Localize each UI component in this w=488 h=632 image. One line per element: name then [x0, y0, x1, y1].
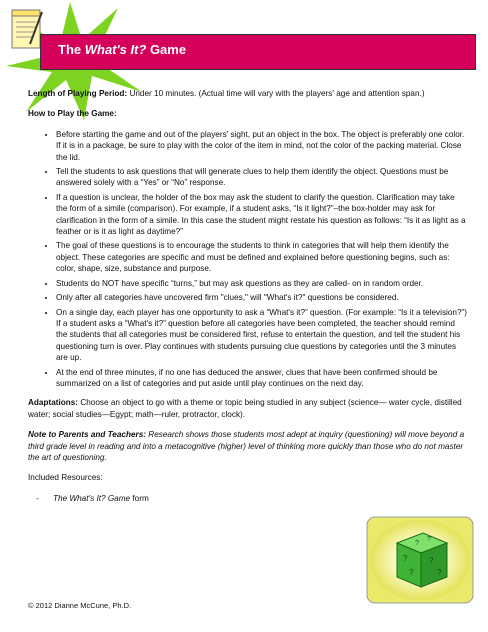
list-item: • Students do NOT have specific “turns,” but may ask questions as they are called- on in random order.: [56, 278, 468, 289]
question-cube-graphic: [365, 515, 475, 605]
length-paragraph: Length of Playing Period: Under 10 minutes. (Actual time will vary with the players' age and attention span.): [28, 89, 425, 98]
svg-text:?: ?: [429, 556, 434, 565]
svg-text:?: ?: [437, 568, 442, 577]
adaptations-paragraph: Adaptations: Choose an object to go with a theme or topic being studied in any subject (science— water cycle, distilled water; social studies—Egypt; math—ruler, protractor, clock).: [28, 398, 462, 419]
list-item: • Before starting the game and out of the players' sight, put an object in the box. The object is preferably one color. If it is in a package, be sure to play with the color of the item in mind, not the color of the packing material. Close the lid.: [56, 129, 468, 163]
list-item: - The What's It? Game form: [36, 493, 468, 504]
svg-text:?: ?: [409, 568, 414, 577]
svg-text:?: ?: [415, 540, 419, 547]
list-item: • At the end of three minutes, if no one has deduced the answer, clues that have been confirmed should be summarized on a list of categories and put aside until play continues on the next day.: [56, 367, 468, 390]
resources-heading: Included Resources:: [28, 473, 103, 483]
page-title: The What's It? Game: [58, 42, 187, 57]
note-paragraph: Note to Parents and Teachers: Research shows those students most adept at inquiry (questioning) will move beyond a third grade level in reading and into a metacognitive (higher) level of thinking more quickly than those who do not master the art of questioning.: [28, 430, 465, 462]
list-item: • Tell the students to ask questions that will generate clues to help them identify the object. Questions must be answered solely with a “Yes” or “No” response.: [56, 166, 468, 189]
how-to-play-heading: How to Play the Game:: [28, 109, 117, 119]
document-body: [28, 88, 468, 504]
list-item: • If a question is unclear, the holder of the box may ask the student to clarify the question. Clarification may take the form of a simile (comparison). For example, if a student asks, “Is it light?”–the box-holder may ask for clarification in the form of a simile. In this case the student might restate his question as follows: “Is it as light as a feather or is it as light as daytime?”: [56, 192, 468, 238]
resources-list: [36, 493, 468, 504]
rules-list: [28, 129, 468, 390]
list-item: • The goal of these questions is to encourage the students to think in categories that will help them identify the object. These categories are specific and must be defined and explained before questioning begins, such as: color, shape, size, substance and purpose.: [56, 240, 468, 274]
list-item: • Only after all categories have uncovered firm "clues," will "What's it?" questions be considered.: [56, 292, 468, 303]
copyright-footer: © 2012 Dianne McCune, Ph.D.: [28, 601, 132, 610]
list-item: • On a single day, each player has one opportunity to ask a “What's it?” question. (For example: “Is it a television?”) If a student asks a “What's it?” question before all categories have been completed, the teacher should remind the students that all categories must be considered first, refuse to entertain the question, and tell the student his questioning turn is over. Play continues with students pursuing clue questions by categories until the 3 minutes are up.: [56, 307, 468, 364]
svg-text:?: ?: [427, 536, 431, 543]
svg-text:?: ?: [403, 554, 408, 563]
